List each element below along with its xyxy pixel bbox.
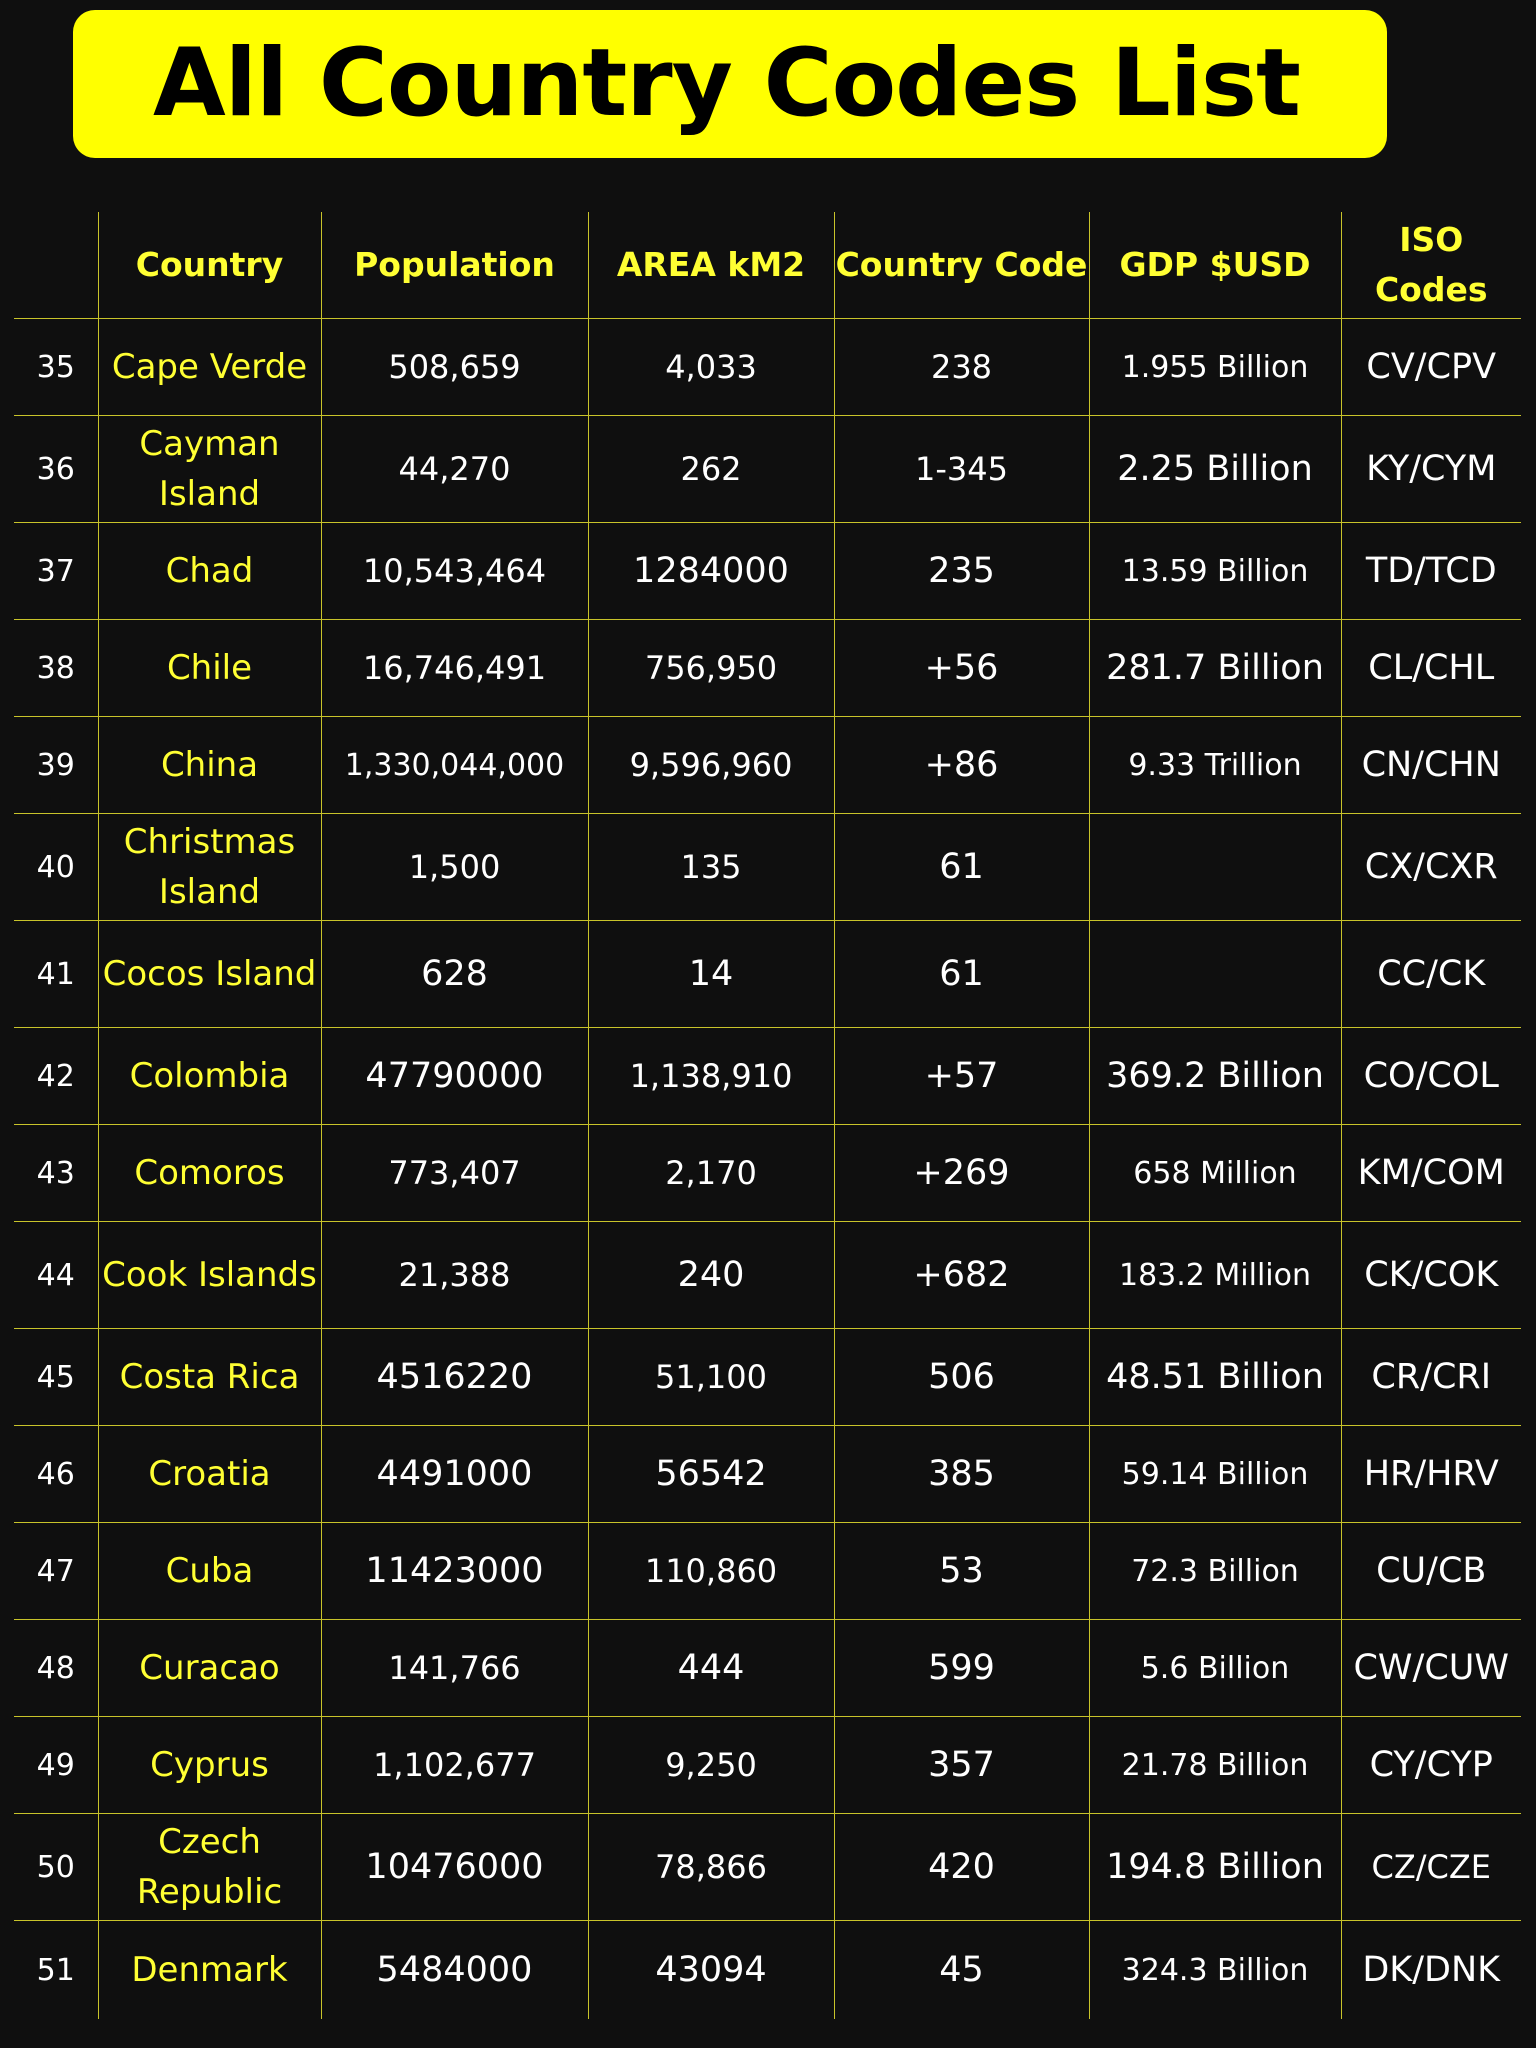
country-name: Cayman Island [98,416,321,523]
area-value: 262 [588,416,834,523]
area-value: 240 [588,1222,834,1329]
area-value: 9,250 [588,1717,834,1814]
gdp-value: 72.3 Billion [1089,1523,1341,1620]
row-number: 51 [14,1921,98,2020]
country-code-value: 1-345 [834,416,1089,523]
population-value: 4491000 [321,1426,588,1523]
row-number: 43 [14,1125,98,1222]
country-code-value: 599 [834,1620,1089,1717]
iso-code-value: CK/COK [1341,1222,1521,1329]
header-country-code: Country Code [834,212,1089,319]
iso-code-value: KY/CYM [1341,416,1521,523]
iso-code-value: TD/TCD [1341,523,1521,620]
country-code-value: +56 [834,620,1089,717]
country-name: Cuba [98,1523,321,1620]
country-code-value: 357 [834,1717,1089,1814]
gdp-value: 48.51 Billion [1089,1329,1341,1426]
country-name: Cape Verde [98,319,321,416]
title-banner [73,10,1387,158]
population-value: 141,766 [321,1620,588,1717]
header-population: Population [321,212,588,319]
country-name: Denmark [98,1921,321,2020]
country-name: Chile [98,620,321,717]
iso-code-value: HR/HRV [1341,1426,1521,1523]
header-area: AREA kM2 [588,212,834,319]
gdp-value: 194.8 Billion [1089,1814,1341,1921]
area-value: 56542 [588,1426,834,1523]
country-code-value: 53 [834,1523,1089,1620]
row-number: 39 [14,717,98,814]
area-value: 14 [588,921,834,1028]
population-value: 10476000 [321,1814,588,1921]
country-code-value: 420 [834,1814,1089,1921]
row-number: 45 [14,1329,98,1426]
country-code-value: 506 [834,1329,1089,1426]
area-value: 756,950 [588,620,834,717]
iso-code-value: CV/CPV [1341,319,1521,416]
area-value: 4,033 [588,319,834,416]
iso-code-value: CW/CUW [1341,1620,1521,1717]
country-name: Chad [98,523,321,620]
population-value: 773,407 [321,1125,588,1222]
table-row [14,523,1521,620]
table-row [14,1717,1521,1814]
row-number: 35 [14,319,98,416]
country-code-value: +269 [834,1125,1089,1222]
population-value: 4516220 [321,1329,588,1426]
gdp-value: 369.2 Billion [1089,1028,1341,1125]
row-number: 37 [14,523,98,620]
gdp-value: 2.25 Billion [1089,416,1341,523]
country-name: Croatia [98,1426,321,1523]
area-value: 9,596,960 [588,717,834,814]
table-row [14,921,1521,1028]
population-value: 47790000 [321,1028,588,1125]
country-name: Cook Islands [98,1222,321,1329]
iso-code-value: CU/CB [1341,1523,1521,1620]
country-code-value: 61 [834,921,1089,1028]
table-row [14,1620,1521,1717]
area-value: 110,860 [588,1523,834,1620]
population-value: 11423000 [321,1523,588,1620]
gdp-value [1089,814,1341,921]
country-name: Cyprus [98,1717,321,1814]
row-number: 50 [14,1814,98,1921]
country-code-value: +682 [834,1222,1089,1329]
area-value: 51,100 [588,1329,834,1426]
header-country: Country [98,212,321,319]
row-number: 44 [14,1222,98,1329]
iso-code-value: CZ/CZE [1341,1814,1521,1921]
table-row [14,319,1521,416]
table-row [14,1814,1521,1921]
population-value: 508,659 [321,319,588,416]
country-code-value: 235 [834,523,1089,620]
table-row [14,1523,1521,1620]
header-iso-codes: ISO Codes [1341,212,1521,319]
iso-code-value: CR/CRI [1341,1329,1521,1426]
area-value: 78,866 [588,1814,834,1921]
table-row [14,416,1521,523]
country-code-value: +57 [834,1028,1089,1125]
area-value: 2,170 [588,1125,834,1222]
gdp-value: 21.78 Billion [1089,1717,1341,1814]
area-value: 444 [588,1620,834,1717]
row-number: 38 [14,620,98,717]
row-number: 41 [14,921,98,1028]
iso-code-value: KM/COM [1341,1125,1521,1222]
gdp-value: 281.7 Billion [1089,620,1341,717]
country-code-value: 385 [834,1426,1089,1523]
country-name: Curacao [98,1620,321,1717]
country-name: Costa Rica [98,1329,321,1426]
iso-code-value: DK/DNK [1341,1921,1521,2020]
table-header-row [14,212,1521,319]
gdp-value [1089,921,1341,1028]
iso-code-value: CC/CK [1341,921,1521,1028]
row-number: 48 [14,1620,98,1717]
population-value: 1,500 [321,814,588,921]
population-value: 10,543,464 [321,523,588,620]
area-value: 1,138,910 [588,1028,834,1125]
iso-code-value: CO/COL [1341,1028,1521,1125]
row-number: 46 [14,1426,98,1523]
row-number: 42 [14,1028,98,1125]
iso-code-value: CL/CHL [1341,620,1521,717]
population-value: 21,388 [321,1222,588,1329]
iso-code-value: CX/CXR [1341,814,1521,921]
row-number: 36 [14,416,98,523]
country-code-value: 238 [834,319,1089,416]
country-code-value: 45 [834,1921,1089,2020]
gdp-value: 59.14 Billion [1089,1426,1341,1523]
table-row [14,814,1521,921]
table-row [14,717,1521,814]
area-value: 135 [588,814,834,921]
table-row [14,1426,1521,1523]
population-value: 16,746,491 [321,620,588,717]
gdp-value: 1.955 Billion [1089,319,1341,416]
country-codes-table-container [14,212,1521,2019]
header-row-number [14,212,98,319]
gdp-value: 13.59 Billion [1089,523,1341,620]
row-number: 49 [14,1717,98,1814]
population-value: 628 [321,921,588,1028]
iso-code-value: CY/CYP [1341,1717,1521,1814]
gdp-value: 5.6 Billion [1089,1620,1341,1717]
population-value: 1,330,044,000 [321,717,588,814]
table-row [14,1028,1521,1125]
gdp-value: 324.3 Billion [1089,1921,1341,2020]
population-value: 44,270 [321,416,588,523]
table-row [14,1921,1521,2020]
table-row [14,1329,1521,1426]
gdp-value: 9.33 Trillion [1089,717,1341,814]
population-value: 1,102,677 [321,1717,588,1814]
header-gdp: GDP $USD [1089,212,1341,319]
country-name: Czech Republic [98,1814,321,1921]
country-name: Colombia [98,1028,321,1125]
row-number: 40 [14,814,98,921]
area-value: 43094 [588,1921,834,2020]
table-row [14,1222,1521,1329]
population-value: 5484000 [321,1921,588,2020]
row-number: 47 [14,1523,98,1620]
iso-code-value: CN/CHN [1341,717,1521,814]
table-row [14,1125,1521,1222]
country-name: Christmas Island [98,814,321,921]
table-row [14,620,1521,717]
country-codes-table [14,212,1521,2019]
country-name: China [98,717,321,814]
gdp-value: 183.2 Million [1089,1222,1341,1329]
country-code-value: 61 [834,814,1089,921]
area-value: 1284000 [588,523,834,620]
country-name: Cocos Island [98,921,321,1028]
country-code-value: +86 [834,717,1089,814]
country-name: Comoros [98,1125,321,1222]
gdp-value: 658 Million [1089,1125,1341,1222]
page-title: All Country Codes List [153,29,1300,138]
